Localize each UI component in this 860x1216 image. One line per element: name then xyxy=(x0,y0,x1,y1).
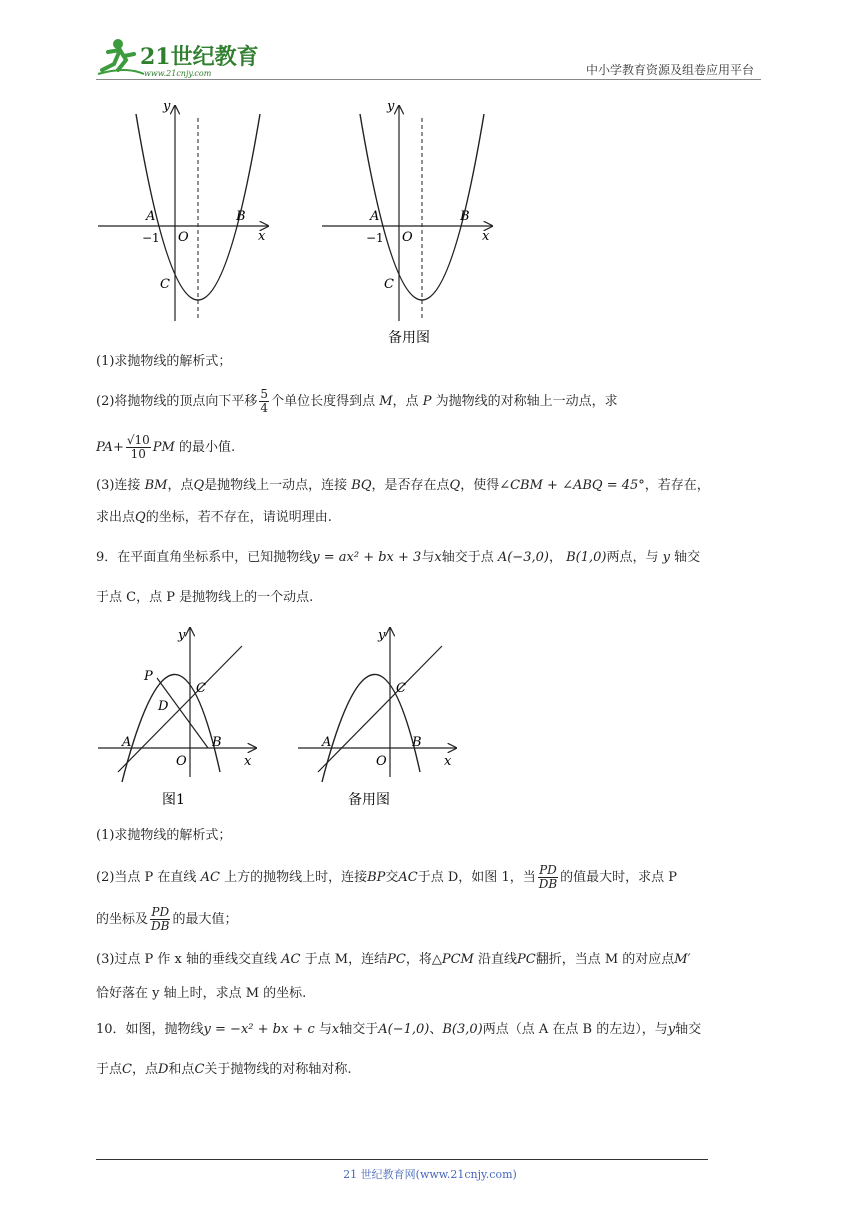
point-c-label: C xyxy=(160,277,170,292)
q9-figure-1 xyxy=(96,622,264,812)
x-label: x xyxy=(258,229,266,244)
point-b-label: B xyxy=(212,735,222,750)
q8-part-1: (1)求抛物线的解析式； xyxy=(96,354,232,369)
origin-label: O xyxy=(402,230,413,245)
parabola-figure-2 xyxy=(320,96,500,352)
neg-one-label: −1 xyxy=(366,231,384,245)
point-a-label: A xyxy=(322,735,332,750)
footer-site-text: 21 世纪教育网(www.21cnjy.com) xyxy=(343,1168,517,1181)
y-label: y xyxy=(163,99,171,114)
point-d-label: D xyxy=(158,699,169,714)
x-label: x xyxy=(482,229,490,244)
q9-line-1: 9．在平面直角坐标系中，已知抛物线y = ax² + bx + 3与x轴交于点 A(−3,0)， B(1,0)两点，与 y 轴交 xyxy=(96,550,701,565)
q9-figure-2 xyxy=(296,622,464,812)
origin-label: O xyxy=(178,230,189,245)
header-divider xyxy=(96,79,761,80)
q9-part-2: (2)当点 P 在直线 AC 上方的抛物线上时，连接BP交AC于点 D，如图 1，当 $\frac{PD}{DB}$ 的值最大时，求点 P xyxy=(96,863,678,891)
q8-part-3: (3)连接 BM，点Q是抛物线上一动点，连接 BQ，是否存在点Q，使得∠CBM + ∠ABQ = 45°，若存在， xyxy=(96,478,710,493)
y-label: y xyxy=(378,628,386,643)
origin-label: O xyxy=(176,754,187,769)
q9-part-3: (3)过点 P 作 x 轴的垂线交直线 AC 于点 M，连结PC，将△PCM 沿直线PC翻折，当点 M 的对应点M′ xyxy=(96,952,691,967)
x-label: x xyxy=(444,754,452,769)
x-label: x xyxy=(244,754,252,769)
y-label: y xyxy=(178,628,186,643)
y-label: y xyxy=(387,99,395,114)
point-a-label: A xyxy=(370,209,380,224)
q10-line-1: 10．如图，抛物线y = −x² + bx + c 与x轴交于A(−1,0)、B(3,0)两点（点 A 在点 B 的左边），与y轴交 xyxy=(96,1022,702,1037)
point-b-label: B xyxy=(412,735,422,750)
q9-part-3-cont: 恰好落在 y 轴上时，求点 M 的坐标. xyxy=(96,986,307,1001)
logo-url-text: www.21cnjy.com xyxy=(144,69,212,78)
q8-part-2-expression: PA+ $\frac{√10}{10}$ PM 的最小值. xyxy=(96,433,236,461)
point-c-label: C xyxy=(384,277,394,292)
parabola-figure-1 xyxy=(96,96,276,331)
point-c-label: C xyxy=(396,681,406,696)
point-c-label: C xyxy=(196,681,206,696)
point-p-label: P xyxy=(144,669,153,684)
q9-line-2: 于点 C，点 P 是抛物线上的一个动点. xyxy=(96,590,314,605)
site-logo xyxy=(96,36,261,80)
q8-part-2: (2)将抛物线的顶点向下平移 $\frac{5}{4}$ 个单位长度得到点 M，点 P 为抛物线的对称轴上一动点，求 xyxy=(96,387,618,415)
q9-part-1: (1)求抛物线的解析式； xyxy=(96,828,232,843)
q9-part-2-cont: 的坐标及 $\frac{PD}{DB}$ 的最大值； xyxy=(96,905,238,933)
q8-part-3-cont: 求出点Q的坐标，若不存在，请说明理由. xyxy=(96,510,332,525)
fraction-5-4: $\frac{5}{4}$ xyxy=(260,387,269,415)
header-platform-text: 中小学教育资源及组卷应用平台 xyxy=(585,63,754,77)
point-a-label: A xyxy=(122,735,132,750)
point-a-label: A xyxy=(146,209,156,224)
figure-caption: 图1 xyxy=(162,792,185,808)
footer-divider xyxy=(96,1159,708,1160)
figure-caption: 备用图 xyxy=(348,792,390,808)
logo-text: 21世纪教育 xyxy=(140,44,259,70)
point-b-label: B xyxy=(460,209,470,224)
figure-caption: 备用图 xyxy=(388,330,430,346)
origin-label: O xyxy=(376,754,387,769)
q10-line-2: 于点C，点D和点C关于抛物线的对称轴对称. xyxy=(96,1062,352,1077)
neg-one-label: −1 xyxy=(142,231,160,245)
point-b-label: B xyxy=(236,209,246,224)
